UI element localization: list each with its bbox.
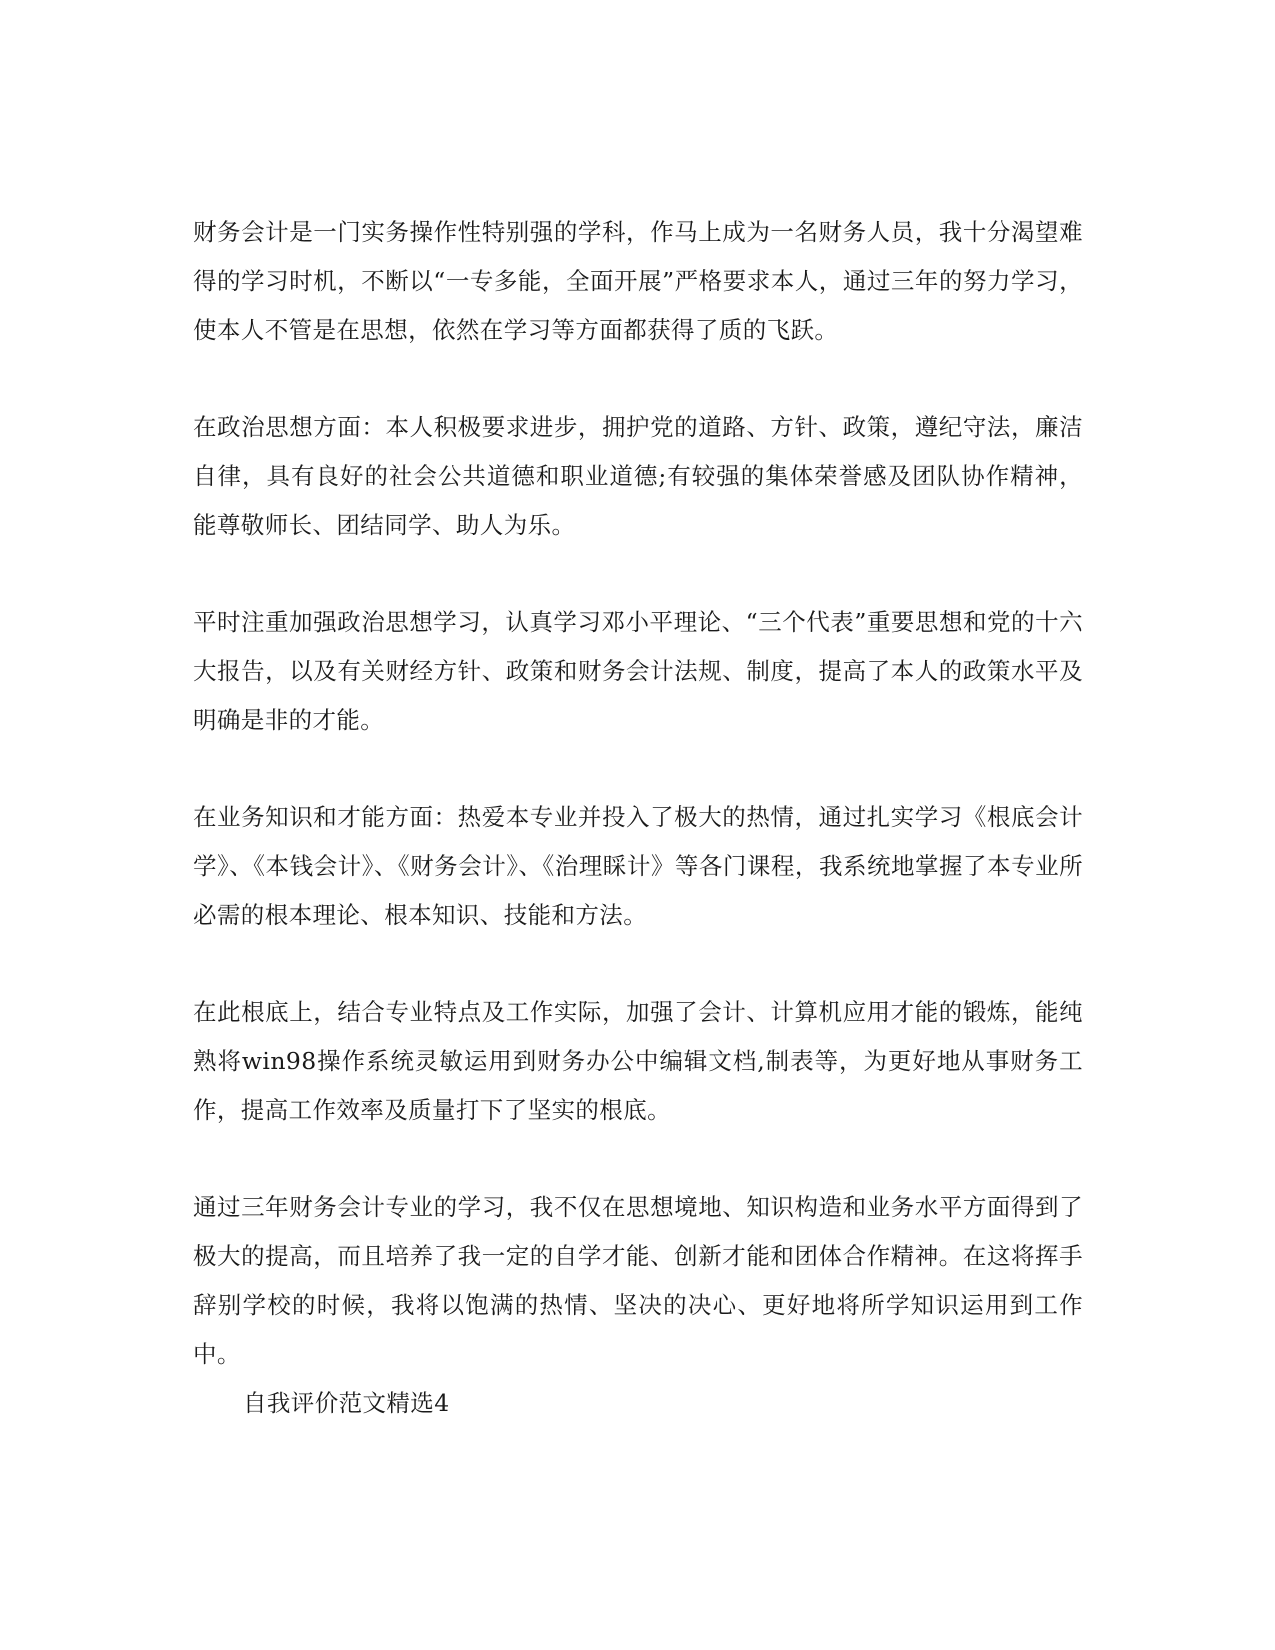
paragraph-professional-knowledge: 在业务知识和才能方面：热爱本专业并投入了极大的热情，通过扎实学习《根底会计学》、《本钱会计》、《财务会计》、《治理睬计》等各门课程，我系统地掌握了本专业所必需的根本理论、根本知识、技能和方法。 (193, 803, 1083, 929)
paragraph-political-thought: 在政治思想方面：本人积极要求进步，拥护党的道路、方针、政策，遵纪守法，廉洁自律，具有良好的社会公共道德和职业道德;有较强的集体荣誉感及团队协作精神，能尊敬师长、团结同学、助人为乐。 (193, 413, 1083, 539)
section-heading: 自我评价范文精选4 (243, 1389, 450, 1417)
paragraph-theory-study: 平时注重加强政治思想学习，认真学习邓小平理论、“三个代表”重要思想和党的十六大报告，以及有关财经方针、政策和财务会计法规、制度，提高了本人的政策水平及明确是非的才能。 (193, 608, 1083, 734)
paragraph-study-overview: 财务会计是一门实务操作性特别强的学科，作马上成为一名财务人员，我十分渴望难得的学习时机，不断以“一专多能，全面开展”严格要求本人，通过三年的努力学习，使本人不管是在思想，依然在学习等方面都获得了质的飞跃。 (193, 218, 1083, 344)
document-body (193, 208, 1083, 1428)
paragraph-conclusion: 通过三年财务会计专业的学习，我不仅在思想境地、知识构造和业务水平方面得到了极大的提高，而且培养了我一定的自学才能、创新才能和团体合作精神。在这将挥手辞别学校的时候，我将以饱满的热情、坚决的决心、更好地将所学知识运用到工作中。 (193, 1193, 1083, 1368)
paragraph-computer-skills: 在此根底上，结合专业特点及工作实际，加强了会计、计算机应用才能的锻炼，能纯熟将win98操作系统灵敏运用到财务办公中编辑文档,制表等，为更好地从事财务工作，提高工作效率及质量打下了坚实的根底。 (193, 998, 1083, 1124)
